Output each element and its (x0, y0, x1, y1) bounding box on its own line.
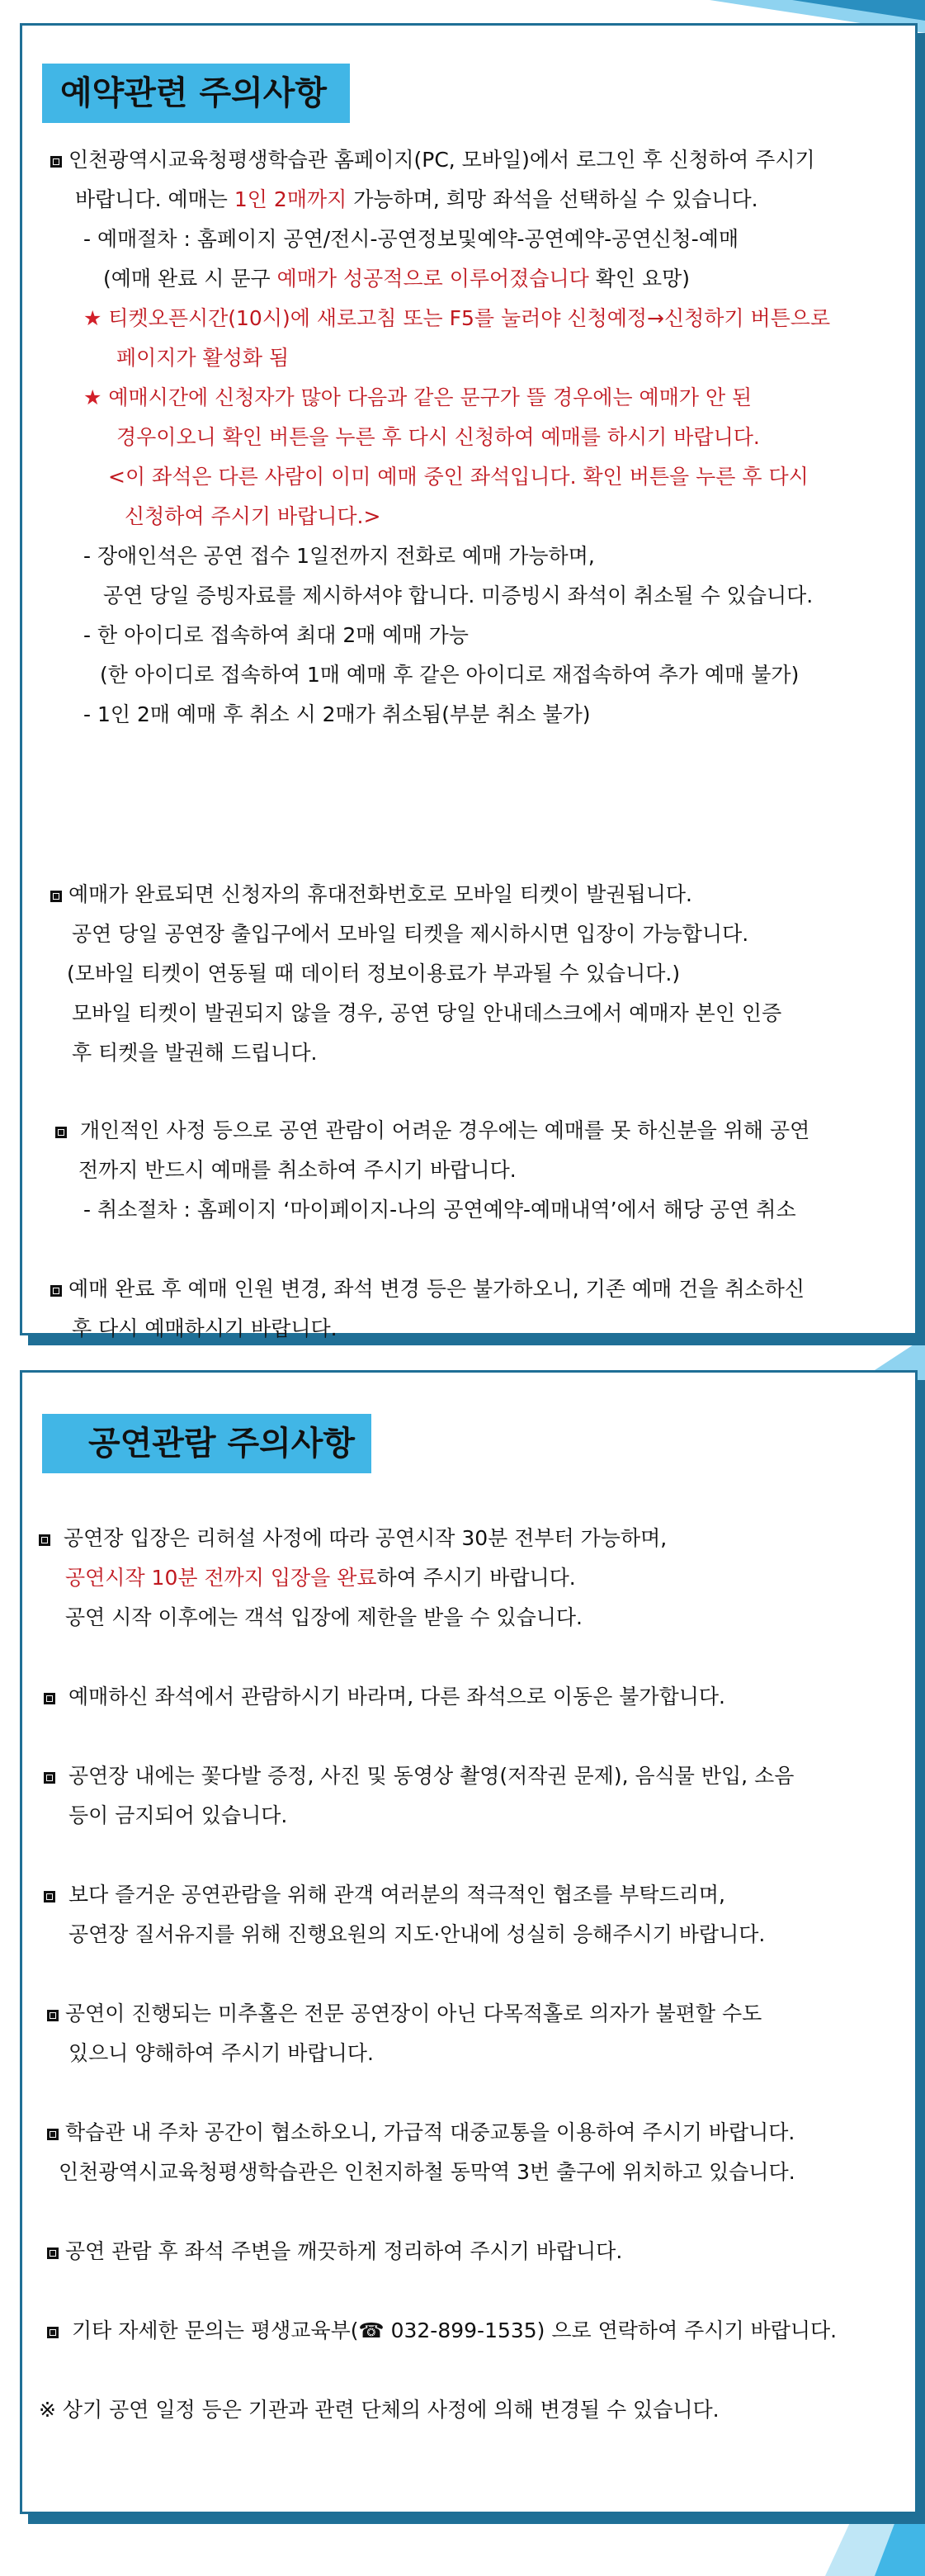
bullet-item: 보다 즐거운 공연관람을 위해 관객 여러분의 적극적인 협조를 부탁드리며, (44, 1881, 907, 1909)
bullet-item: 학습관 내 주차 공간이 협소하오니, 가급적 대중교통을 이용하여 주시기 바랍니다. (47, 2119, 907, 2147)
star-item: ★ 티켓오픈시간(10시)에 새로고침 또는 F5를 눌러야 신청예정→신청하기 버튼으로 (83, 306, 831, 330)
star-icon: ★ (83, 385, 102, 409)
reservation-notice-title: 예약관련 주의사항 (42, 64, 350, 123)
reservation-notice-panel (20, 23, 918, 1340)
bullet-item: 공연이 진행되는 미추홀은 전문 공연장이 아닌 다목적홀로 의자가 불편할 수도 (47, 2000, 907, 2028)
square-bullet-icon (47, 2327, 59, 2338)
text-line: 후 다시 예매하시기 바랍니다. (72, 1316, 337, 1340)
text-line: 있으니 양해하여 주시기 바랍니다. (68, 2041, 374, 2065)
performance-notice-title: 공연관람 주의사항 (42, 1414, 371, 1473)
bullet-item: 공연장 입장은 리허설 사정에 따라 공연시작 30분 전부터 가능하며, (39, 1524, 907, 1553)
phone-icon: ☎ (358, 2318, 385, 2342)
text-line: <이 좌석은 다른 사람이 이미 예매 중인 좌석입니다. 확인 버튼을 누른 후 다시 (108, 465, 809, 489)
text-line: 경우이오니 확인 버튼을 누른 후 다시 신청하여 예매를 하시기 바랍니다. (116, 425, 760, 449)
square-bullet-icon (50, 891, 62, 902)
bullet-item: 공연 관람 후 좌석 주변을 깨끗하게 정리하여 주시기 바랍니다. (47, 2238, 907, 2266)
square-bullet-icon (39, 1534, 50, 1546)
text-line: 인천광역시교육청평생학습관은 인천지하철 동막역 3번 출구에 위치하고 있습니다. (59, 2160, 795, 2184)
square-bullet-icon (44, 1772, 55, 1784)
square-bullet-icon (47, 2010, 59, 2021)
square-bullet-icon (44, 1891, 55, 1902)
text-line: 전까지 반드시 예매를 취소하여 주시기 바랍니다. (78, 1158, 517, 1182)
text-line: 공연장 질서유지를 위해 진행요원의 지도·안내에 성실히 응해주시기 바랍니다. (68, 1922, 766, 1946)
text-line: 공연 시작 이후에는 객석 입장에 제한을 받을 수 있습니다. (65, 1605, 583, 1629)
text-line: 등이 금지되어 있습니다. (68, 1803, 288, 1827)
bullet-item: 공연장 내에는 꽃다발 증정, 사진 및 동영상 촬영(저작권 문제), 음식물 반입, 소음 (44, 1762, 907, 1790)
bullet-item: 예매가 완료되면 신청자의 휴대전화번호로 모바일 티켓이 발권됩니다. (50, 881, 907, 909)
text-line: 바랍니다. 예매는 1인 2매까지 가능하며, 희망 좌석을 선택하실 수 있습니다. (75, 187, 758, 211)
text-line: 신청하여 주시기 바랍니다.> (125, 504, 381, 528)
bullet-item: 개인적인 사정 등으로 공연 관람이 어려운 경우에는 예매를 못 하신분을 위해 공연 (55, 1117, 907, 1145)
square-bullet-icon (47, 2248, 59, 2259)
performance-notice-panel (20, 1370, 918, 2514)
text-line: - 취소절차 : 홈페이지 ‘마이페이지-나의 공연예약-예매내역’에서 해당 공연 취소 (83, 1198, 796, 1222)
text-line: (모바일 티켓이 연동될 때 데이터 정보이용료가 부과될 수 있습니다.) (67, 962, 681, 985)
text-line: 공연시작 10분 전까지 입장을 완료하여 주시기 바랍니다. (65, 1566, 576, 1590)
text-line: (한 아이디로 접속하여 1매 예매 후 같은 아이디로 재접속하여 추가 예매 불가) (100, 663, 800, 687)
text-line: 공연 당일 증빙자료를 제시하셔야 합니다. 미증빙시 좌석이 취소될 수 있습니다. (103, 584, 814, 607)
bullet-item: 예매하신 좌석에서 관람하시기 바라며, 다른 좌석으로 이동은 불가합니다. (44, 1683, 907, 1711)
star-item: ★ 예매시간에 신청자가 많아 다음과 같은 문구가 뜰 경우에는 예매가 안 된 (83, 385, 753, 409)
square-bullet-icon (47, 2129, 59, 2140)
square-bullet-icon (44, 1693, 55, 1704)
bullet-item: 인천광역시교육청평생학습관 홈페이지(PC, 모바일)에서 로그인 후 신청하여 주시기 (50, 146, 907, 174)
text-line: (예매 완료 시 문구 예매가 성공적으로 이루어졌습니다 확인 요망) (103, 267, 690, 291)
text-line: 공연 당일 공연장 출입구에서 모바일 티켓을 제시하시면 입장이 가능합니다. (72, 922, 749, 946)
text-line: - 1인 2매 예매 후 취소 시 2매가 취소됨(부분 취소 불가) (83, 702, 591, 726)
star-icon: ★ (83, 306, 102, 330)
text-line: 후 티켓을 발권해 드립니다. (72, 1041, 318, 1065)
text-line: - 한 아이디로 접속하여 최대 2매 예매 가능 (83, 623, 469, 647)
square-bullet-icon (55, 1127, 67, 1138)
text-line: 모바일 티켓이 발권되지 않을 경우, 공연 당일 안내데스크에서 예매자 본인 인증 (72, 1001, 782, 1025)
footnote: ※ 상기 공연 일정 등은 기관과 관련 단체의 사정에 의해 변경될 수 있습니다. (39, 2398, 720, 2422)
square-bullet-icon (50, 156, 62, 168)
text-line: - 예매절차 : 홈페이지 공연/전시-공연정보및예약-공연예약-공연신청-예매 (83, 227, 739, 251)
text-line: 페이지가 활성화 됨 (116, 346, 290, 370)
text-line: - 장애인석은 공연 접수 1일전까지 전화로 예매 가능하며, (83, 544, 595, 568)
square-bullet-icon (50, 1285, 62, 1297)
bullet-item: 예매 완료 후 예매 인원 변경, 좌석 변경 등은 불가하오니, 기존 예매 건을 취소하신 (50, 1275, 907, 1303)
bullet-item: 기타 자세한 문의는 평생교육부(☎ 032-899-1535) 으로 연락하여 주시기 바랍니다. (47, 2317, 907, 2345)
